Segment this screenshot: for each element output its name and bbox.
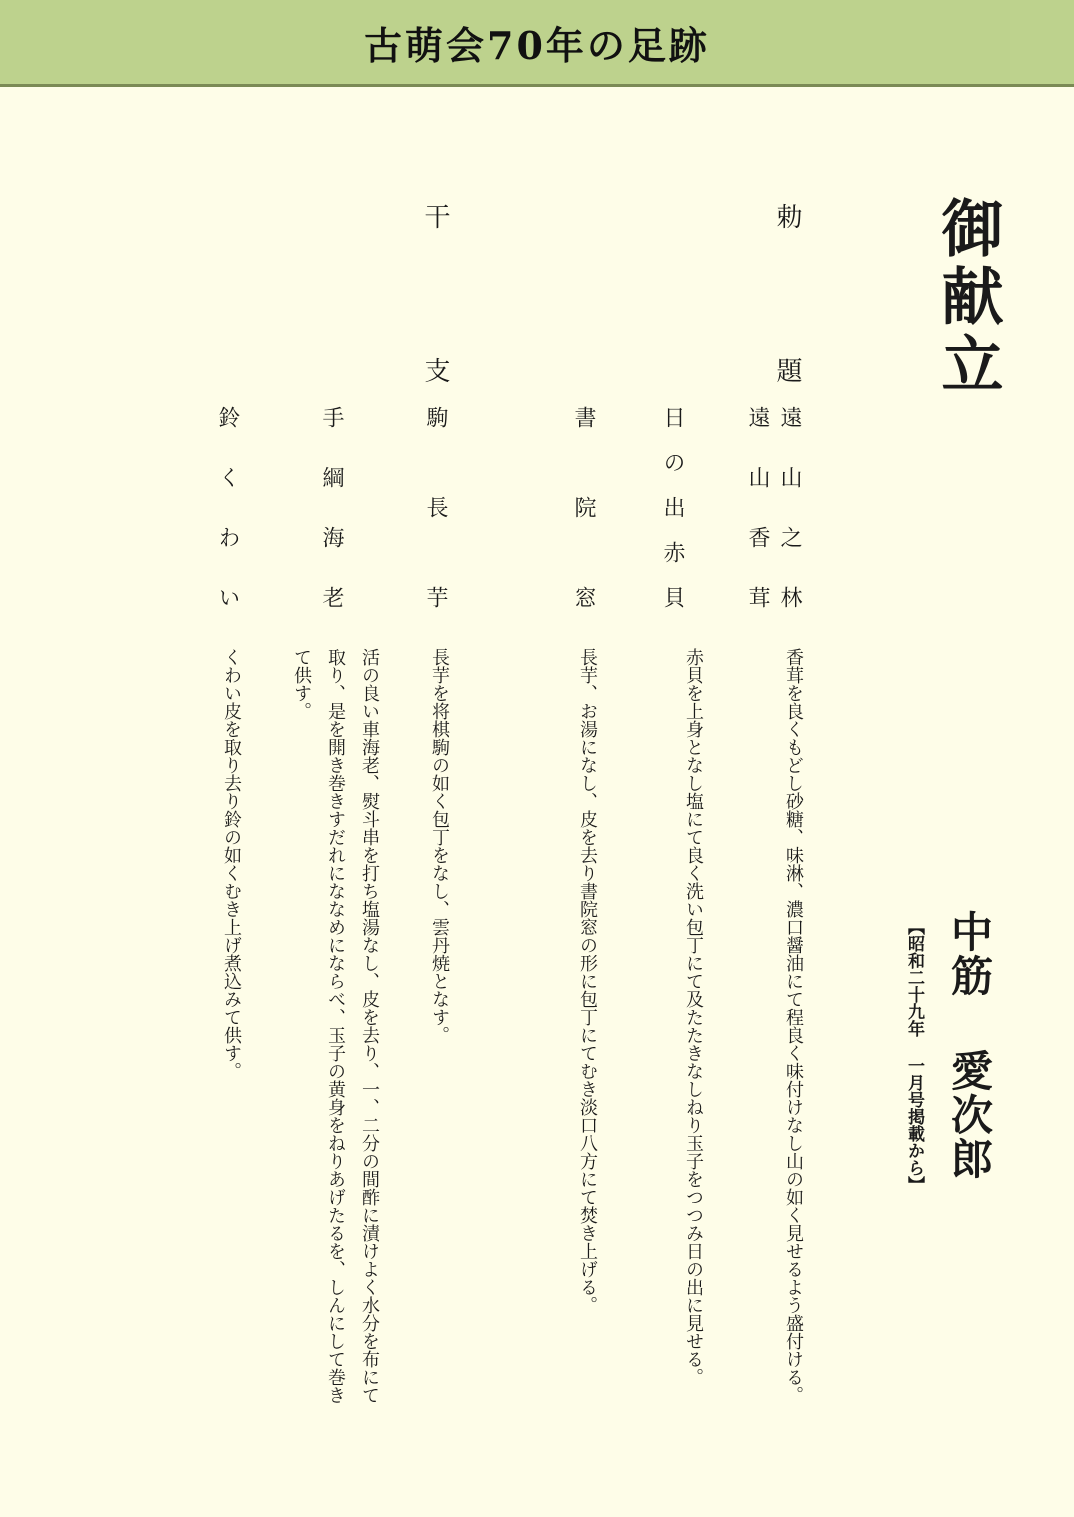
author-name: 中筋 愛次郎 <box>945 910 994 1181</box>
dish-description: くわい皮を取り去り鈴の如くむき上げ煮込みて供す。 <box>221 648 242 1080</box>
header-banner <box>0 0 1074 87</box>
dish-description: 長芋、お湯になし、皮を去り書院窓の形に包丁にてむき淡口八方にて焚き上げる。 <box>577 648 598 1314</box>
dish-description: 長芋を将棋駒の如く包丁をなし、雲丹焼となす。 <box>429 648 450 1044</box>
dish-name: 手綱海老 <box>319 406 344 608</box>
header-title: 古萌会70年の足跡 <box>364 22 710 68</box>
dish-name: 書院窓 <box>571 406 596 608</box>
theme-label-eto: 干支 <box>420 203 450 383</box>
source-note: 【昭和二十九年 一月号掲載から】 <box>904 918 924 1193</box>
dish-name: 日の出赤貝 <box>660 406 685 608</box>
dish-description: 活の良い車海老、熨斗串を打ち塩湯なし、皮を去り、一、二分の間酢に漬けよく水分を布にて取り、是を開き巻きすだれにななめにならべ、玉子の黄身をねりあげたるを、しんにして巻きて供す。 <box>291 648 380 1404</box>
dish-description: 香茸を良くもどし砂糖、味淋、濃口醤油にて程良く味付けなし山の如く見せるよう盛付ける。 <box>783 648 804 1404</box>
dish-name: 鈴くわい <box>215 406 240 608</box>
page-title: 御献立 <box>931 196 1004 400</box>
dish-name: 遠山香茸 <box>745 406 770 608</box>
dish-name: 駒長芋 <box>423 406 448 608</box>
dish-name: 遠山之林 <box>777 406 802 608</box>
dish-description: 赤貝を上身となし塩にて良く洗い包丁にて及たたきなしねり玉子をつつみ日の出に見せる。 <box>683 648 704 1386</box>
theme-label-chokudai: 勅題 <box>772 203 802 383</box>
